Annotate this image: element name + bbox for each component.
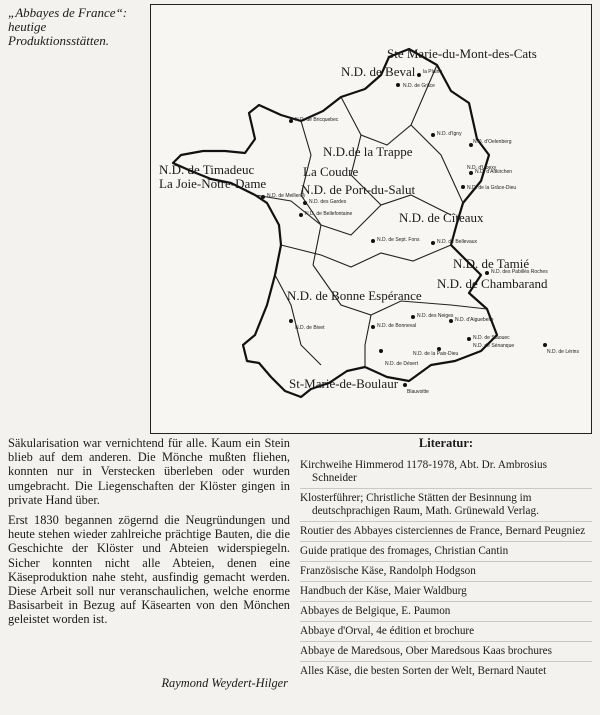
caption-line: heutige: [8, 19, 47, 34]
map-label: N.D. de Beval: [341, 64, 416, 79]
map-small-label: N.D. d'Igny: [437, 131, 462, 137]
region-border: [281, 245, 451, 267]
map-small-label: N.D. de la Grâce-Dieu: [467, 185, 517, 191]
caption-line: „Abbayes de France“:: [8, 5, 128, 20]
literature-item: Französische Käse, Randolph Hodgson: [300, 562, 592, 582]
map-small-label: N.D. de Staouec: [473, 335, 510, 341]
literature-item: Kirchweihe Himmerod 1178-1978, Abt. Dr. Ambrosius Schneider: [300, 456, 592, 489]
map-small-label: N.D. de Bricquebec: [295, 117, 339, 123]
map-small-label: N.D. de Grâce: [403, 83, 435, 89]
map-small-label: N.D. d'Oelenberg: [473, 139, 512, 145]
map-small-label: N.D. d'Altkirchen: [475, 169, 513, 175]
map-small-label: la Plaine: [423, 69, 443, 75]
map-small-label: N.D. de Lérins: [547, 349, 579, 355]
map-small-label: N.D. de Meilleray: [267, 193, 306, 199]
map-label: Ste Marie-du-Mont-des-Cats: [387, 46, 537, 61]
map-label: St-Marie-de-Boulaur: [289, 376, 399, 391]
article-body: [8, 436, 290, 633]
literature-item: Alles Käse, die besten Sorten der Welt, Bernard Nautet: [300, 665, 547, 677]
map-small-label: N.D. de Sept. Fons: [377, 237, 420, 243]
map-small-label: N.D. des Pabillès Roches: [491, 269, 548, 275]
map-small-label: N.D. des Neiges: [417, 313, 454, 319]
literature-item: Abbayes de Belgique, E. Paumon: [300, 602, 592, 622]
map-small-label: N.D. de Sénanque: [473, 343, 515, 349]
literature-box: [300, 436, 592, 681]
figure-caption: [8, 6, 127, 48]
caption-line: Produktionsstätten.: [8, 33, 109, 48]
map-small-label: N.D. d'Aiguebelle: [455, 317, 494, 323]
map-label: La Coudre: [303, 164, 359, 179]
map-small-label: N.D. de la Paix-Dieu: [413, 351, 459, 357]
map-small-label: N.D. de Bellevaux: [437, 239, 478, 245]
map-label: N.D. de Bonne Espérance: [287, 288, 422, 303]
map-of-france: [150, 4, 592, 434]
map-small-label: N.D. de Bellefontaine: [305, 211, 353, 217]
literature-item: Abbaye de Maredsous, Ober Maredsous Kaas brochures: [300, 642, 592, 662]
literature-title: Literatur:: [418, 436, 474, 450]
map-label: N.D. de Port-du-Salut: [301, 182, 416, 197]
map-small-label: N.D. de Bivet: [295, 325, 325, 331]
map-label: La Joie-Notre-Dame: [159, 176, 267, 191]
map-label: N.D. de Tamié: [453, 256, 530, 271]
literature-item: Guide pratique des fromages, Christian Cantin: [300, 542, 592, 562]
map-label: N.D.de la Trappe: [323, 144, 413, 159]
map-label: N.D. de Cîteaux: [399, 210, 484, 225]
map-small-label: N.D. de Bonneval: [377, 323, 417, 329]
map-small-label: N.D. de Désert: [385, 361, 419, 367]
map-label: N.D. de Chambarand: [437, 276, 548, 291]
map-label: N.D. de Timadeuc: [159, 162, 255, 177]
literature-item: Abbaye d'Orval, 4e édition et brochure: [300, 622, 592, 642]
paragraph: Säkularisation war vernichtend für alle. Kaum ein Stein blieb auf dem anderen. Die Mönche mußten fliehen, konnten nur in Verstecken überleben oder wurden umgebracht. Die Liegenschaften der Klöster gingen in private Hand über.: [8, 436, 290, 507]
region-border: [365, 315, 371, 367]
map-small-label: N.D. des Gardes: [309, 199, 347, 205]
literature-item: Handbuch der Käse, Maier Waldburg: [300, 582, 592, 602]
map-small-label: Blauvoitte: [407, 389, 429, 395]
literature-item: Routier des Abbayes cisterciennes de France, Bernard Peugniez: [300, 522, 592, 542]
author-signature: Raymond Weydert-Hilger: [161, 676, 288, 690]
paragraph: Erst 1830 begannen zögernd die Neugründungen und heute stehen wieder zahlreiche prächtige Bauten, die die Geschichte der Klöster und Abteien widerspiegeln. Sicher konnten nicht alle Abteien, denen eine Käseproduktion nahe steht, ausfindig gemacht werden. Diese Arbeit soll nur veranschaulichen, welche enorme Basisarbeit in Bezug auf Käsearten von den Mönchen geleistet worden ist.: [8, 513, 290, 627]
literature-item: Klosterführer; Christliche Stätten der Besinnung im deutschprachigen Raum, Math. Grünewald Verlag.: [300, 489, 592, 522]
map-small-label: N.D. d'Ubexy: [467, 165, 497, 171]
